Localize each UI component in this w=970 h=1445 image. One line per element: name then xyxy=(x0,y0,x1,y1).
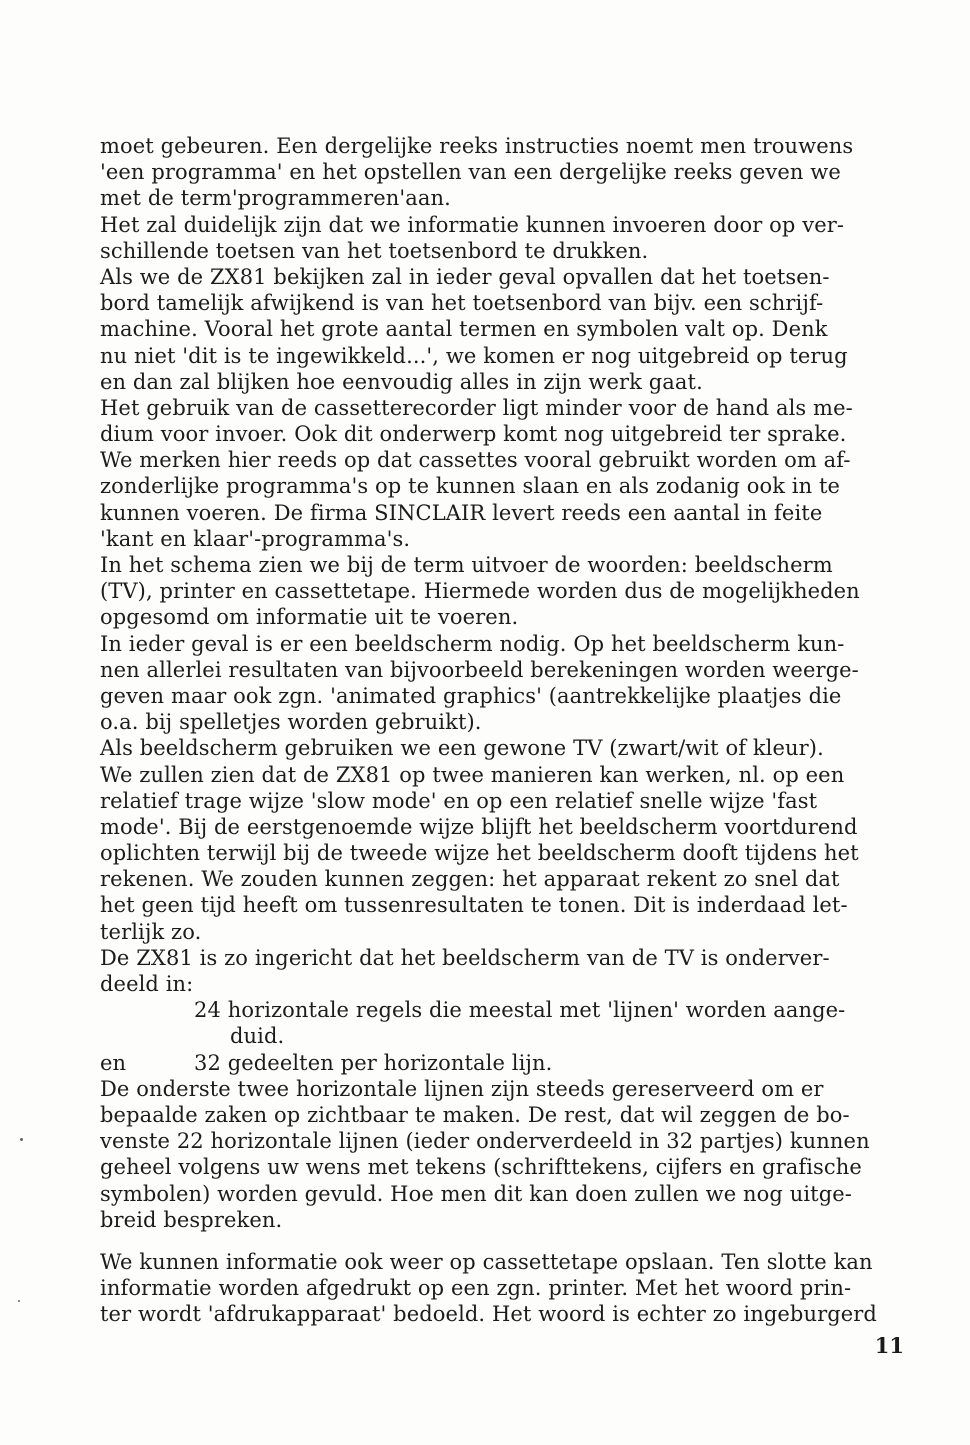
text-line: In ieder geval is er een beeldscherm nodig. Op het beeldscherm kun- xyxy=(100,631,845,656)
body-text xyxy=(100,133,912,1327)
text-line: opgesomd om informatie uit te voeren. xyxy=(100,605,519,630)
text-line: breid bespreken. xyxy=(100,1207,283,1232)
text-line: relatief trage wijze 'slow mode' en op een relatief snelle wijze 'fast xyxy=(100,788,818,813)
text-line: nu niet 'dit is te ingewikkeld...', we komen er nog uitgebreid op terug xyxy=(100,343,848,368)
list-item-rows-continued: duid. xyxy=(230,1024,285,1049)
list-conjunction: en xyxy=(100,1050,127,1075)
text-line: Als we de ZX81 bekijken zal in ieder geval opvallen dat het toetsen- xyxy=(100,264,830,289)
text-line: symbolen) worden gevuld. Hoe men dit kan doen zullen we nog uitge- xyxy=(100,1181,852,1206)
text-line: In het schema zien we bij de term uitvoer de woorden: beeldscherm xyxy=(100,553,833,577)
text-line: Het zal duidelijk zijn dat we informatie kunnen invoeren door op ver- xyxy=(100,212,845,237)
text-line: schillende toetsen van het toetsenbord te drukken. xyxy=(100,238,649,263)
text-line: oplichten terwijl bij de tweede wijze het beeldscherm dooft tijdens het xyxy=(100,841,859,866)
text-line: bord tamelijk afwijkend is van het toetsenbord van bijv. een schrijf- xyxy=(100,291,824,316)
text-line: met de term'programmeren'aan. xyxy=(100,186,451,211)
list-item-columns-text: 32 gedeelten per horizontale lijn. xyxy=(194,1050,553,1075)
text-line: Als beeldscherm gebruiken we een gewone TV (zwart/wit of kleur). xyxy=(100,736,824,761)
text-line: deeld in: xyxy=(100,972,194,996)
scan-speck xyxy=(18,1300,20,1302)
text-line: geven maar ook zgn. 'animated graphics' (aantrekkelijke plaatjes die xyxy=(100,683,842,708)
text-line: 'een programma' en het opstellen van een dergelijke reeks geven we xyxy=(100,160,841,185)
text-line: en dan zal blijken hoe eenvoudig alles in zijn werk gaat. xyxy=(100,369,703,394)
text-line: moet gebeuren. Een dergelijke reeks instructies noemt men trouwens xyxy=(100,134,854,158)
text-line: rekenen. We zouden kunnen zeggen: het apparaat rekent zo snel dat xyxy=(100,867,840,892)
text-line: o.a. bij spelletjes worden gebruikt). xyxy=(100,710,482,735)
text-line: We kunnen informatie ook weer op cassettetape opslaan. Ten slotte kan xyxy=(100,1249,873,1274)
page-number: 11 xyxy=(874,1333,904,1358)
scan-speck xyxy=(20,1138,23,1141)
text-line: dium voor invoer. Ook dit onderwerp komt nog uitgebreid ter sprake. xyxy=(100,422,847,447)
list-item-rows: 24 horizontale regels die meestal met 'lijnen' worden aange- xyxy=(194,998,846,1023)
text-line: (TV), printer en cassettetape. Hiermede worden dus de mogelijkheden xyxy=(100,579,860,604)
text-line: De onderste twee horizontale lijnen zijn steeds gereserveerd om er xyxy=(100,1076,824,1101)
text-line: 'kant en klaar'-programma's. xyxy=(100,526,411,551)
list-item-columns xyxy=(100,1050,912,1076)
text-line: We zullen zien dat de ZX81 op twee manieren kan werken, nl. op een xyxy=(100,762,845,787)
text-line: bepaalde zaken op zichtbaar te maken. De rest, dat wil zeggen de bo- xyxy=(100,1102,850,1127)
text-line: het geen tijd heeft om tussenresultaten te tonen. Dit is inderdaad let- xyxy=(100,893,848,918)
text-line: Het gebruik van de cassetterecorder ligt minder voor de hand als me- xyxy=(100,395,853,420)
text-line: geheel volgens uw wens met tekens (schrifttekens, cijfers en grafische xyxy=(100,1155,862,1180)
text-line: ter wordt 'afdrukapparaat' bedoeld. Het woord is echter zo ingeburgerd xyxy=(100,1302,877,1327)
text-line: We merken hier reeds op dat cassettes vooral gebruikt worden om af- xyxy=(100,448,851,473)
text-line: nen allerlei resultaten van bijvoorbeeld berekeningen worden weerge- xyxy=(100,657,859,682)
text-line: De ZX81 is zo ingericht dat het beeldscherm van de TV is onderver- xyxy=(100,945,830,970)
text-line: terlijk zo. xyxy=(100,919,202,944)
text-line: venste 22 horizontale lijnen (ieder onderverdeeld in 32 partjes) kunnen xyxy=(100,1129,870,1154)
text-line: informatie worden afgedrukt op een zgn. printer. Met het woord prin- xyxy=(100,1276,852,1301)
text-line: mode'. Bij de eerstgenoemde wijze blijft het beeldscherm voortdurend xyxy=(100,814,858,839)
text-line: kunnen voeren. De firma SINCLAIR levert reeds een aantal in feite xyxy=(100,500,823,525)
text-line: machine. Vooral het grote aantal termen en symbolen valt op. Denk xyxy=(100,317,828,342)
text-line: zonderlijke programma's op te kunnen slaan en als zodanig ook in te xyxy=(100,474,841,499)
